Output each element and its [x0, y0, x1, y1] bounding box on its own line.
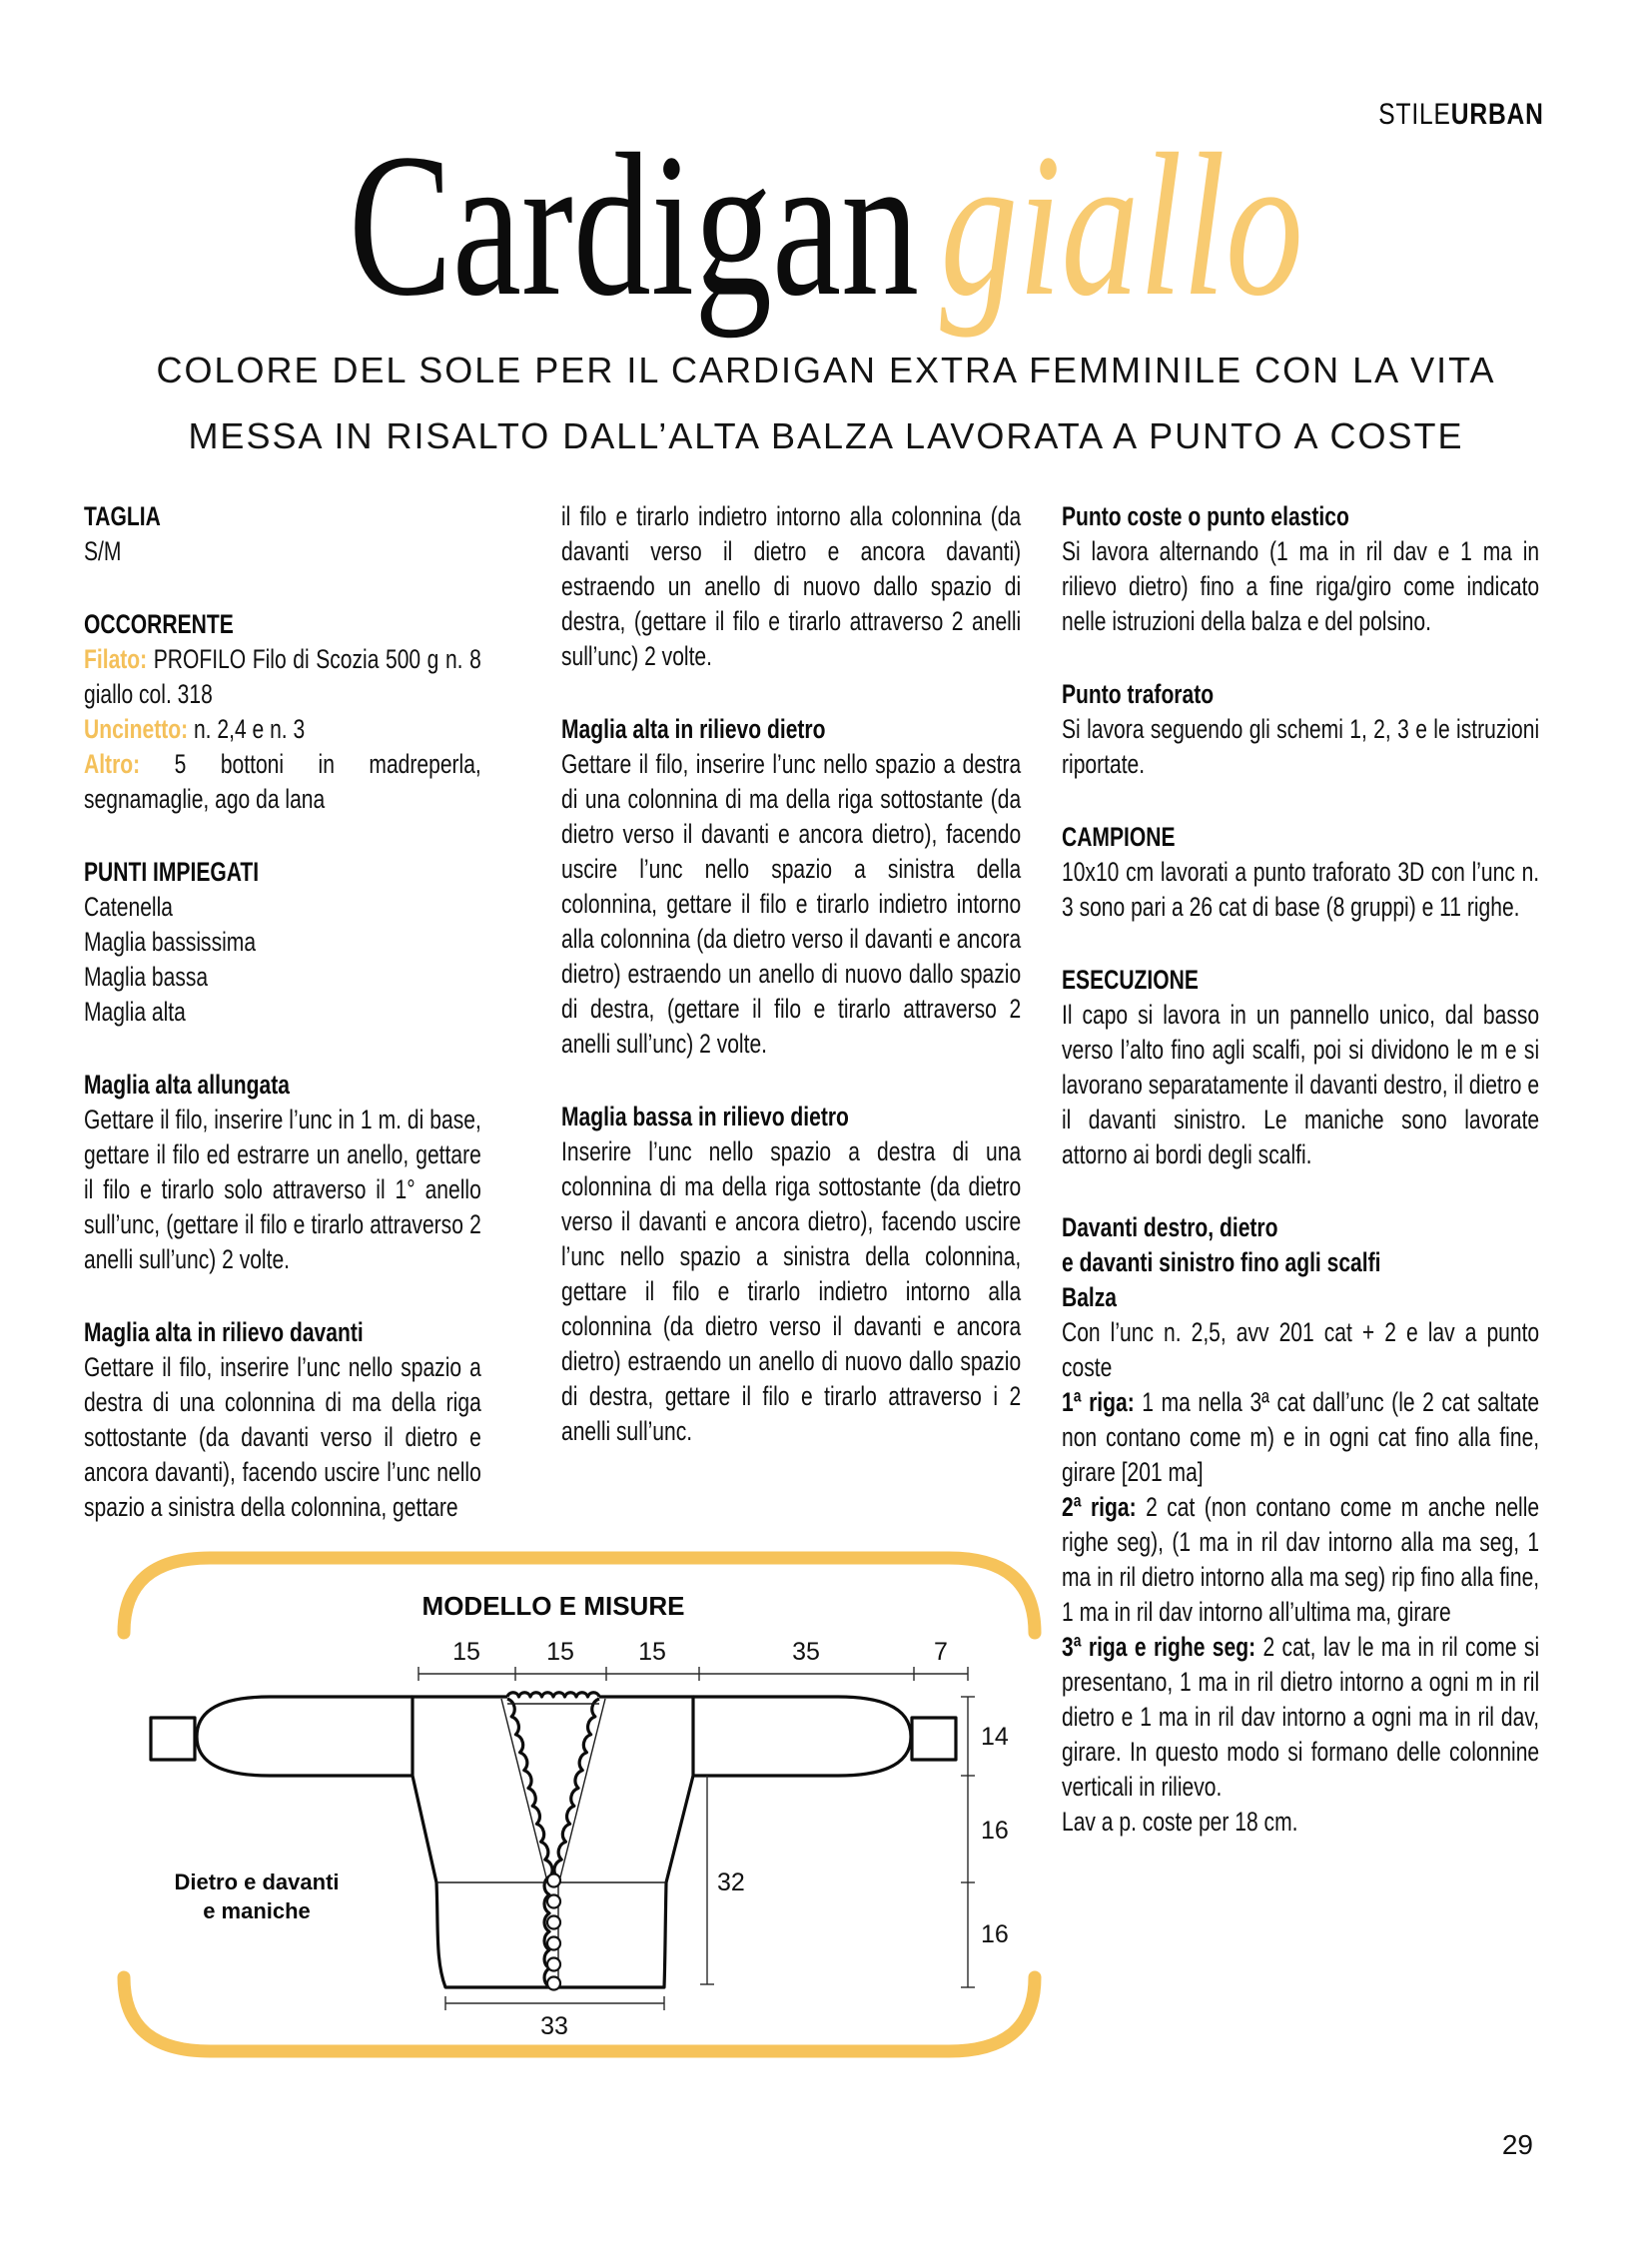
heading-taglia: TAGLIA — [84, 501, 161, 531]
heading-davanti-line1: Davanti destro, dietro — [1062, 1212, 1278, 1242]
left-cuff — [151, 1718, 195, 1760]
paragraph: Gettare il filo, inserire l’unc nello spazio a destra di una colonnina di ma della riga sottostante (da dietro verso il davanti e ancora dietro), facendo uscire l’unc nello spazio a sinistra della colonnina, gettare il filo e tirarlo indietro intorno alla colonnina (da dietro verso il davanti e ancora dietro) estraendo un anello di nuovo dallo spazio di destra, (gettare il filo e tirarlo attraverso 2 anelli sull’unc) 2 volte. — [561, 749, 1022, 1059]
right-cuff — [912, 1718, 956, 1760]
dimension-lines — [418, 1667, 975, 2010]
vneck-left-inner-line — [501, 1699, 546, 1877]
balza-riga-1: 1ª riga: 1 ma nella 3ª cat dall’unc (le 2 cat saltate non contano come m) e in ogni cat fino alla fine, girare [201 ma] — [1062, 1387, 1540, 1487]
top-measure-15b: 15 — [546, 1638, 574, 1666]
column-1 — [84, 499, 593, 1525]
section-bassa-rilievo-dietro — [561, 1100, 1021, 1449]
vneck-left-scallop — [507, 1699, 552, 1877]
top-measure-35: 35 — [792, 1638, 820, 1666]
balza-riga-2: 2ª riga: 2 cat (non contano come m anche nelle righe seg), (1 ma in ril dav intorno alla ma seg, 1 ma in ril dietro intorno alla ma seg) rip fino alla fine, 1 ma in ril dav intorno all’ultima ma, girare — [1062, 1492, 1540, 1627]
heading-rilievo-davanti: Maglia alta in rilievo davanti — [84, 1317, 364, 1347]
diagram-piece-label-line1: Dietro e davanti — [174, 1869, 340, 1894]
punti-item: Maglia bassissima — [84, 927, 257, 957]
left-sleeve — [197, 1697, 413, 1776]
page-number: 29 — [1501, 2129, 1533, 2160]
section-rilievo-dietro — [561, 712, 1021, 1062]
diagram-piece-label-line2: e maniche — [203, 1898, 311, 1923]
paragraph: Si lavora seguendo gli schemi 1, 2, 3 e le istruzioni riportate. — [1062, 714, 1540, 779]
article-subtitle — [0, 338, 1652, 469]
section-taglia — [84, 499, 481, 569]
paragraph: il filo e tirarlo indietro intorno alla colonnina (da davanti verso il dietro e ancora davanti) estraendo un anello di nuovo dallo spazio di destra, (gettare il filo e tirarlo attraverso 2 anelli sull’unc) 2 volte. — [561, 501, 1022, 671]
right-measure-14: 14 — [981, 1723, 1009, 1751]
vneck-right-scallop — [554, 1699, 599, 1877]
right-measure-16a: 16 — [981, 1817, 1009, 1845]
section-continuation — [561, 499, 1021, 674]
occorrente-filato: Filato: PROFILO Filo di Scozia 500 g n. 8 giallo col. 318 — [84, 644, 481, 709]
section-maglia-alta-allungata — [84, 1068, 481, 1277]
section-punti-impiegati — [84, 855, 481, 1030]
button — [547, 1937, 560, 1950]
heading-davanti-line2: e davanti sinistro fino agli scalfi — [1062, 1247, 1381, 1277]
heading-occorrente: OCCORRENTE — [84, 609, 234, 639]
heading-bassa-rilievo-dietro: Maglia bassa in rilievo dietro — [561, 1102, 849, 1131]
diagram-title: MODELLO E MISURE — [421, 1591, 685, 1621]
neckline-top-scallop — [507, 1693, 599, 1697]
section-rilievo-davanti — [84, 1315, 481, 1525]
paragraph: Inserire l’unc nello spazio a destra di una colonnina di ma della riga sottostante (da dietro verso il davanti e ancora dietro), facendo uscire l’unc nello spazio a sinistra della colonnina, gettare il filo e tirarlo indietro intorno alla colonnina (da dietro verso il davanti e ancora dietro) estraendo un anello di nuovo dallo spazio di destra, gettare il filo e tirarlo attraverso i 2 anelli sull’unc. — [561, 1136, 1022, 1446]
logo-part-stile: STILE — [1378, 98, 1452, 131]
right-sleeve — [693, 1697, 911, 1776]
section-occorrente — [84, 607, 481, 817]
punti-item: Maglia bassa — [84, 962, 209, 992]
balza-riga-3: 3ª riga e righe seg: 2 cat, lav le ma in ril come si presentano, 1 ma in ril dietro intorno a ogni m in ril dietro e 1 ma in ril dav intorno a ogni ma in ril dav, girare. In questo modo si formano delle colonnine verticali in rilievo. — [1062, 1632, 1540, 1802]
section-esecuzione — [1062, 963, 1539, 1172]
heading-balza: Balza — [1062, 1282, 1118, 1312]
heading-rilievo-dietro: Maglia alta in rilievo dietro — [561, 714, 826, 744]
inner-measure-32: 32 — [717, 1868, 745, 1896]
right-measure-16b: 16 — [981, 1920, 1009, 1948]
heading-punto-traforato: Punto traforato — [1062, 679, 1215, 709]
column-3 — [1062, 499, 1652, 1840]
heading-campione: CAMPIONE — [1062, 822, 1176, 852]
label-uncinetto: Uncinetto: — [84, 714, 189, 744]
subtitle-line-2: MESSA IN RISALTO DALL’ALTA BALZA LAVORATA A PUNTO A COSTE — [188, 415, 1464, 456]
section-punto-traforato — [1062, 677, 1539, 782]
label-filato: Filato: — [84, 644, 148, 674]
placket-scallop — [544, 1876, 549, 1986]
button — [547, 1895, 560, 1908]
measurements-diagram — [60, 1538, 1049, 2067]
label-riga-3: 3ª riga e righe seg: — [1062, 1632, 1256, 1662]
heading-punti: PUNTI IMPIEGATI — [84, 857, 260, 887]
occorrente-altro: Altro: 5 bottoni in madreperla, segnamaglie, ago da lana — [84, 749, 481, 814]
punti-item: Catenella — [84, 892, 173, 922]
paragraph: Il capo si lavora in un pannello unico, dal basso verso l’alto fino agli scalfi, poi si dividono le m e si lavorano separatamente il davanti destro, il dietro e il davanti sinistro. Le maniche sono lavorate attorno ai bordi degli scalfi. — [1062, 1000, 1540, 1169]
subtitle-line-1: COLORE DEL SOLE PER IL CARDIGAN EXTRA FEMMINILE CON LA VITA — [156, 350, 1496, 390]
paragraph: Si lavora alternando (1 ma in ril dav e 1 ma in rilievo dietro) fino a fine riga/giro come indicato nelle istruzioni della balza e del polsino. — [1062, 536, 1540, 636]
punti-item: Maglia alta — [84, 997, 186, 1027]
section-balza — [1062, 1210, 1539, 1840]
label-altro: Altro: — [84, 749, 141, 779]
section-campione — [1062, 820, 1539, 925]
top-measure-15c: 15 — [638, 1638, 666, 1666]
title-main: Cardigan — [349, 112, 920, 339]
balza-intro: Con l’unc n. 2,5, avv 201 cat + 2 e lav a punto coste — [1062, 1317, 1540, 1382]
button — [547, 1874, 560, 1887]
section-punto-coste — [1062, 499, 1539, 639]
paragraph: Gettare il filo, inserire l’unc in 1 m. di base, gettare il filo ed estrarre un anello, gettare il filo e tirarlo solo attraverso il 1° anello sull’unc, (gettare il filo e tirarlo attraverso 2 anelli sull’unc) 2 volte. — [84, 1105, 481, 1274]
paragraph: Gettare il filo, inserire l’unc nello spazio a destra di una colonnina di ma della riga sottostante (da davanti verso il dietro e ancora davanti), facendo uscire l’unc nello spazio a sinistra della colonnina, gettare — [84, 1352, 481, 1522]
top-measure-7: 7 — [934, 1638, 948, 1666]
label-riga-1: 1ª riga: — [1062, 1387, 1135, 1417]
heading-punto-coste: Punto coste o punto elastico — [1062, 501, 1349, 531]
heading-maglia-alta-allungata: Maglia alta allungata — [84, 1070, 290, 1100]
heading-esecuzione: ESECUZIONE — [1062, 965, 1199, 995]
occorrente-uncinetto: Uncinetto: n. 2,4 e n. 3 — [84, 714, 306, 744]
button — [547, 1977, 560, 1990]
button — [547, 1916, 560, 1929]
logo-part-urban: URBAN — [1451, 98, 1544, 131]
button — [547, 1958, 560, 1971]
balza-footer: Lav a p. coste per 18 cm. — [1062, 1807, 1298, 1837]
bottom-measure-33: 33 — [540, 2012, 568, 2040]
title-accent: giallo — [940, 112, 1303, 339]
top-measure-15a: 15 — [452, 1638, 480, 1666]
label-riga-2: 2ª riga: — [1062, 1492, 1137, 1522]
vneck-right-inner-line — [560, 1699, 605, 1877]
taglia-value: S/M — [84, 536, 122, 566]
paragraph: 10x10 cm lavorati a punto traforato 3D con l’unc n. 3 sono pari a 26 cat di base (8 gruppi) e 11 righe. — [1062, 857, 1540, 922]
